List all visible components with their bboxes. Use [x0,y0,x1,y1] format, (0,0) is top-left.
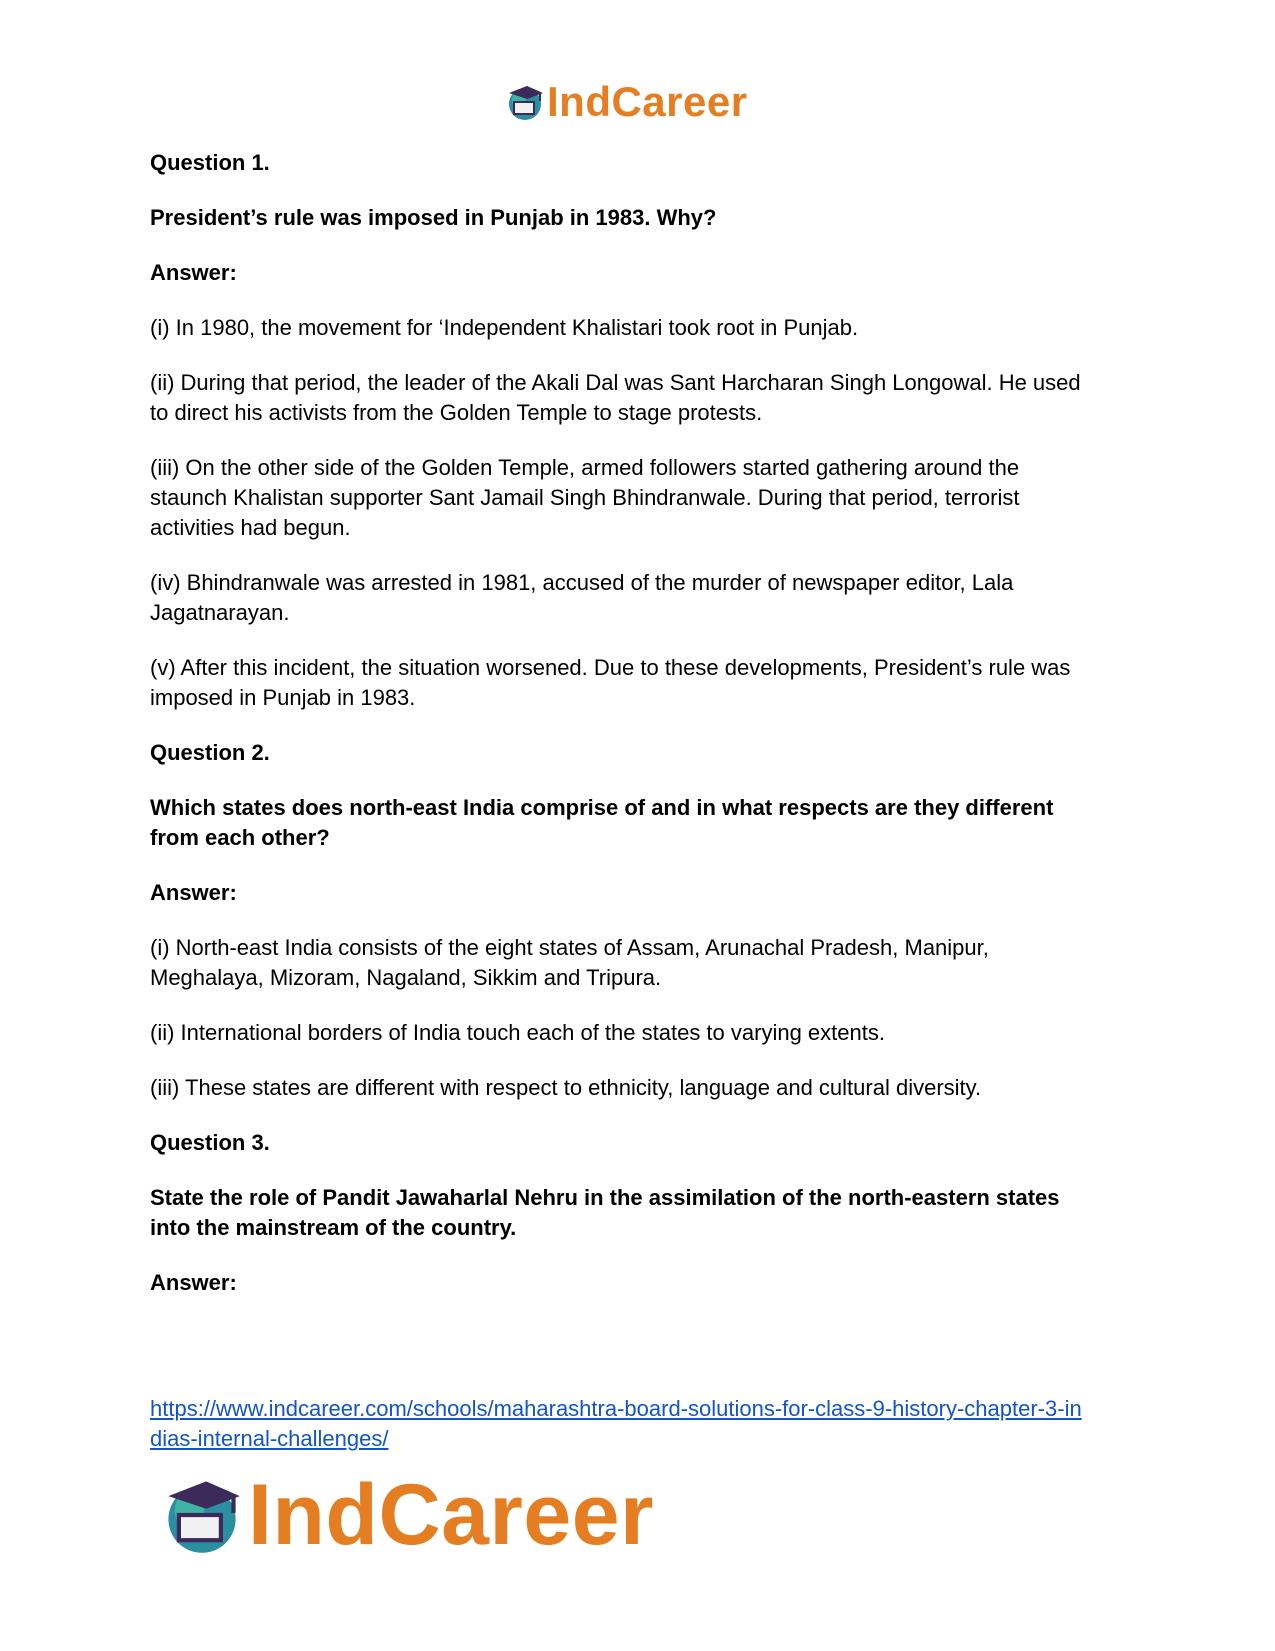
answer-2-label [150,878,1150,908]
question-text: from each other? [150,825,330,850]
answer-line: (i) In 1980, the movement for ‘Independent Khalistari took root in Punjab. [150,315,859,340]
logo-top [505,78,748,126]
question-text: President’s rule was imposed in Punjab in 1983. Why? [150,205,717,230]
question-3-text [150,1183,1150,1243]
answer-line: (ii) During that period, the leader of the Akali Dal was Sant Harcharan Singh Longowal. He used [150,370,1081,395]
question-1-text [150,203,1150,233]
globe-cap-icon [505,82,545,122]
answer-line: (iii) On the other side of the Golden Temple, armed followers started gathering around the [150,455,1020,480]
answer-line: (iii) These states are different with respect to ethnicity, language and cultural diversity. [150,1075,982,1100]
question-label: Question 2. [150,740,270,765]
source-link-line-1[interactable]: https://www.indcareer.com/schools/maharashtra-board-solutions-for-class-9-history-chapter-3-in [150,1396,1082,1421]
source-link-line-2[interactable]: dias-internal-challenges/ [150,1426,389,1451]
answer-1-point-3 [150,453,1150,543]
question-2-text [150,793,1150,853]
answer-line: Jagatnarayan. [150,600,290,625]
answer-line: (ii) International borders of India touch each of the states to varying extents. [150,1020,885,1045]
logo-text: IndCareer [248,1466,654,1563]
document-body [150,148,1150,1323]
answer-label: Answer: [150,880,237,905]
answer-line: Meghalaya, Mizoram, Nagaland, Sikkim and Tripura. [150,965,662,990]
question-label: Question 1. [150,150,270,175]
question-text: State the role of Pandit Jawaharlal Nehru in the assimilation of the north-eastern states [150,1185,1060,1210]
answer-3-label [150,1268,1150,1298]
source-link[interactable] [150,1394,1082,1454]
question-1-label [150,148,1150,178]
answer-1-point-5 [150,653,1150,713]
answer-line: (iv) Bhindranwale was arrested in 1981, accused of the murder of newspaper editor, Lala [150,570,1014,595]
question-text: Which states does north-east India comprise of and in what respects are they different [150,795,1054,820]
logo-text: IndCareer [547,78,748,125]
question-2-label [150,738,1150,768]
answer-line: (i) North-east India consists of the eight states of Assam, Arunachal Pradesh, Manipur, [150,935,989,960]
answer-line: to direct his activists from the Golden Temple to stage protests. [150,400,763,425]
answer-label: Answer: [150,1270,237,1295]
answer-2-point-2 [150,1018,1150,1048]
answer-2-point-1 [150,933,1150,993]
answer-2-point-3 [150,1073,1150,1103]
answer-line: staunch Khalistan supporter Sant Jamail Singh Bhindranwale. During that period, terrorist [150,485,1020,510]
question-label: Question 3. [150,1130,270,1155]
question-3-label [150,1128,1150,1158]
answer-1-point-2 [150,368,1150,428]
answer-line: activities had begun. [150,515,351,540]
answer-line: (v) After this incident, the situation worsened. Due to these developments, President’s rule was [150,655,1071,680]
answer-1-point-4 [150,568,1150,628]
answer-label: Answer: [150,260,237,285]
answer-1-label [150,258,1150,288]
answer-line: imposed in Punjab in 1983. [150,685,416,710]
logo-bottom [160,1466,654,1563]
question-text: into the mainstream of the country. [150,1215,517,1240]
globe-cap-icon [160,1473,244,1557]
answer-1-point-1 [150,313,1150,343]
